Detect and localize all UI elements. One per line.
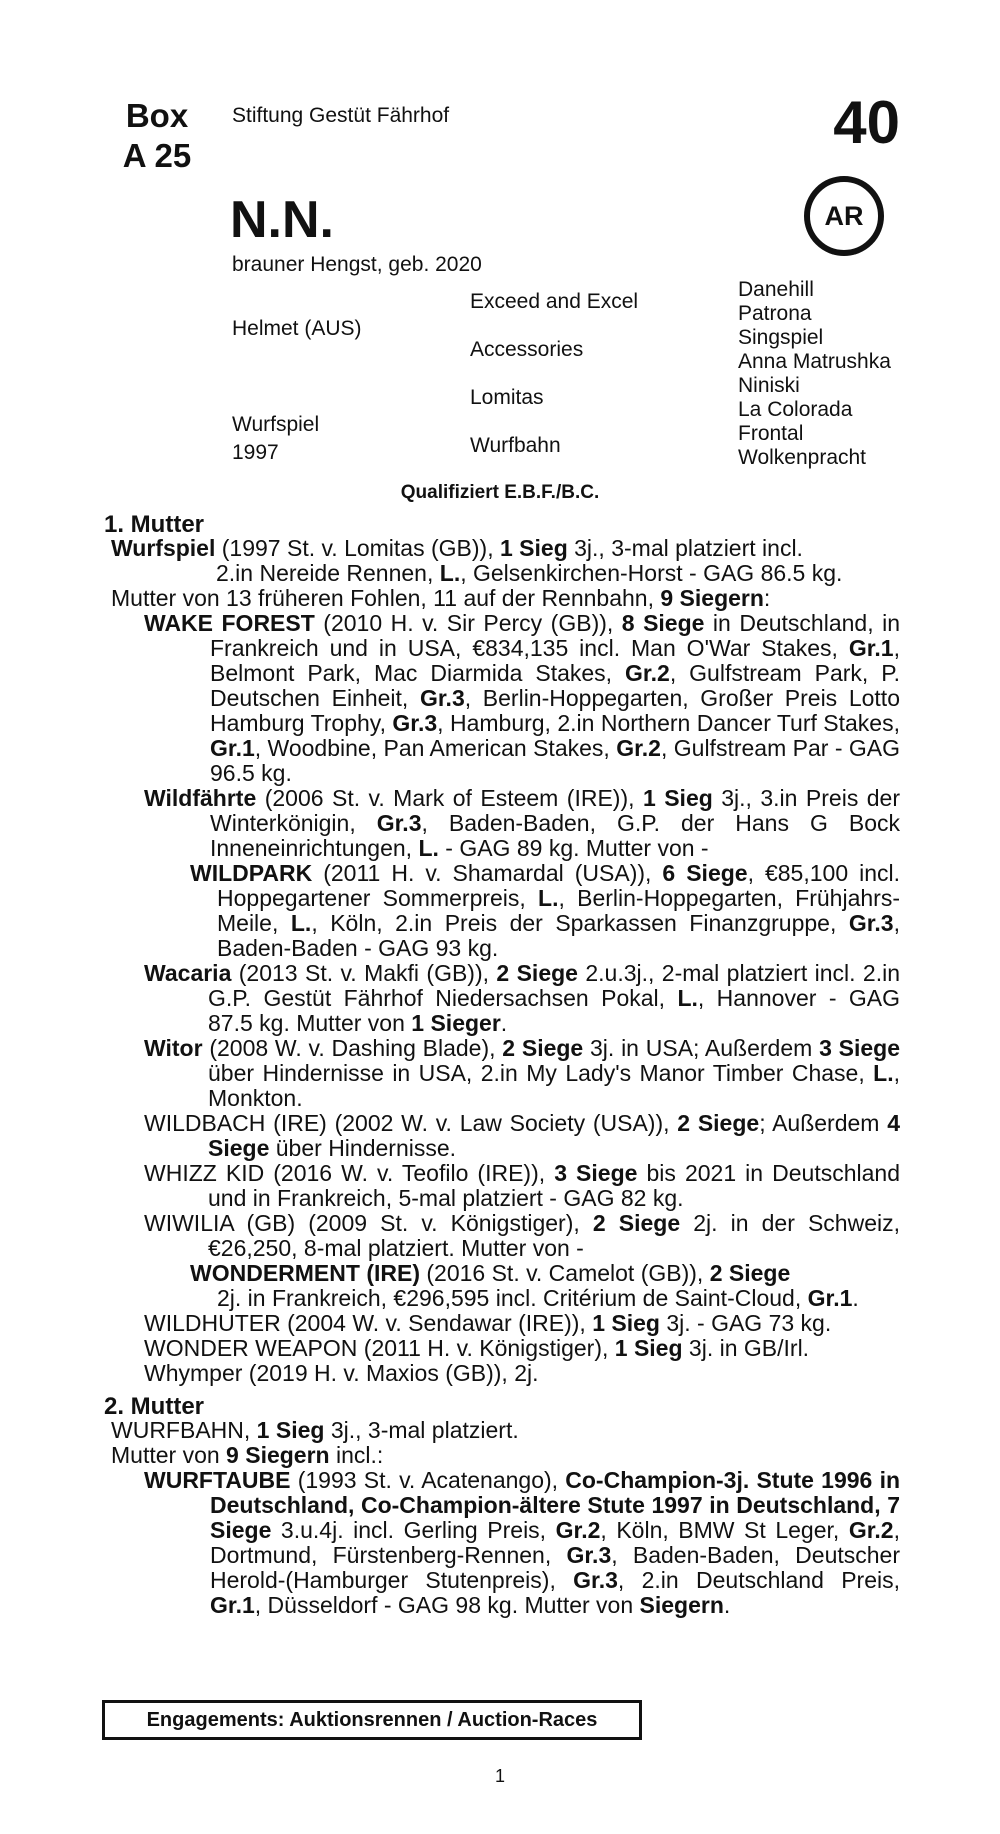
- engagements-box: Engagements: Auktionsrennen / Auction-Races: [102, 1700, 642, 1740]
- first-dam-heading: 1. Mutter: [104, 511, 205, 538]
- produce-entry: WONDER WEAPON (2011 H. v. Königstiger), 1 Sieg 3j. in GB/Irl.: [144, 1335, 810, 1361]
- page-number: 1: [494, 1766, 505, 1786]
- produce-entry: WILDPARK (2011 H. v. Shamardal (USA)), 6 Siege, €85,100 incl. Hoppegartener Sommerpreis, L., Berlin-Hoppegarten, Frühjahrs-Meile, L., Köln, 2.in Preis der Sparkassen Finanzgruppe, Gr.3, Baden-Baden - GAG 93 kg.: [190, 860, 901, 961]
- pedigree-gen2: Wurfbahn: [470, 434, 561, 457]
- produce-entry: 2j. in Frankreich, €296,595 incl. Critérium de Saint-Cloud, Gr.1.: [217, 1285, 859, 1311]
- pedigree-gen2: Lomitas: [470, 386, 544, 409]
- first-dam-line: 2.in Nereide Rennen, L., Gelsenkirchen-Horst - GAG 86.5 kg.: [216, 560, 843, 586]
- box-label: Box A 25: [122, 97, 192, 174]
- horse-name: N.N.: [230, 191, 334, 249]
- second-dam-line: Mutter von 9 Siegern incl.:: [111, 1442, 384, 1468]
- first-dam-line: Mutter von 13 früheren Fohlen, 11 auf der Rennbahn, 9 Siegern:: [111, 585, 771, 611]
- produce-entry: WIWILIA (GB) (2009 St. v. Königstiger), 2 Siege 2j. in der Schweiz, €26,250, 8-mal platziert. Mutter von -: [144, 1210, 901, 1261]
- pedigree-gen2: Accessories: [470, 338, 584, 361]
- produce-entry: Whymper (2019 H. v. Maxios (GB)), 2j.: [144, 1360, 539, 1386]
- produce-entry: WAKE FOREST (2010 H. v. Sir Percy (GB)), 8 Siege in Deutschland, in Frankreich und in USA, €834,135 incl. Man O'War Stakes, Gr.1, Belmont Park, Mac Diarmida Stakes, Gr.2, Gulfstream Park, P. Deutschen Einheit, Gr.3, Berlin-Hoppegarten, Großer Preis Lotto Hamburg Trophy, Gr.3, Hamburg, 2.in Northern Dancer Turf Stakes, Gr.1, Woodbine, Pan American Stakes, Gr.2, Gulfstream Par - GAG 96.5 kg.: [144, 610, 901, 786]
- pedigree-gen3: Wolkenpracht: [738, 446, 867, 469]
- pedigree-gen3: Singspiel: [738, 326, 824, 349]
- pedigree-gen3: Anna Matrushka: [738, 350, 891, 373]
- produce-entry: WILDBACH (IRE) (2002 W. v. Law Society (USA)), 2 Siege; Außerdem 4 Siege über Hindernisse.: [144, 1110, 901, 1161]
- qualification: Qualifiziert E.B.F./B.C.: [400, 482, 600, 503]
- pedigree-gen3: La Colorada: [738, 398, 853, 421]
- pedigree-dam-year: 1997: [232, 441, 279, 464]
- produce-entry: WONDERMENT (IRE) (2016 St. v. Camelot (GB)), 2 Siege: [190, 1260, 791, 1286]
- produce-entry: Wildfährte (2006 St. v. Mark of Esteem (IRE)), 1 Sieg 3j., 3.in Preis der Winterkönigin, Gr.3, Baden-Baden, G.P. der Hans G Bock Inneneinrichtungen, L. - GAG 89 kg. Mutter von -: [144, 785, 901, 861]
- pedigree-gen3: Danehill: [738, 278, 814, 301]
- horse-description: brauner Hengst, geb. 2020: [232, 253, 482, 276]
- produce-entry: WURFTAUBE (1993 St. v. Acatenango), Co-Champion-3j. Stute 1996 in Deutschland, Co-Champion-ältere Stute 1997 in Deutschland, 7 Siege 3.u.4j. incl. Gerling Preis, Gr.2, Köln, BMW St Leger, Gr.2, Dortmund, Fürstenberg-Rennen, Gr.3, Baden-Baden, Deutscher Herold-(Hamburger Stutenpreis), Gr.3, 2.in Deutschland Preis, Gr.1, Düsseldorf - GAG 98 kg. Mutter von Siegern.: [144, 1467, 901, 1618]
- pedigree-gen2: Exceed and Excel: [470, 290, 639, 313]
- produce-entry: WILDHUTER (2004 W. v. Sendawar (IRE)), 1 Sieg 3j. - GAG 73 kg.: [144, 1310, 832, 1336]
- ar-badge: AR: [804, 176, 884, 256]
- second-dam-heading: 2. Mutter: [104, 1393, 205, 1420]
- pedigree-sire: Helmet (AUS): [232, 317, 362, 340]
- first-dam-line: Wurfspiel (1997 St. v. Lomitas (GB)), 1 Sieg 3j., 3-mal platziert incl.: [111, 535, 803, 561]
- produce-entry: Witor (2008 W. v. Dashing Blade), 2 Siege 3j. in USA; Außerdem 3 Siege über Hindernisse in USA, 2.in My Lady's Manor Timber Chase, L., Monkton.: [144, 1035, 901, 1111]
- produce-entry: WHIZZ KID (2016 W. v. Teofilo (IRE)), 3 Siege bis 2021 in Deutschland und in Frankreich, 5-mal platziert - GAG 82 kg.: [144, 1160, 900, 1211]
- pedigree-gen3: Niniski: [738, 374, 800, 397]
- pedigree-gen3: Patrona: [738, 302, 812, 325]
- pedigree-gen3: Frontal: [738, 422, 804, 445]
- lot-number: 40: [833, 89, 900, 156]
- second-dam-line: WURFBAHN, 1 Sieg 3j., 3-mal platziert.: [111, 1417, 519, 1443]
- breeder: Stiftung Gestüt Fährhof: [232, 104, 450, 127]
- produce-entry: Wacaria (2013 St. v. Makfi (GB)), 2 Siege 2.u.3j., 2-mal platziert incl. 2.in G.P. Gestüt Fährhof Niedersachsen Pokal, L., Hannover - GAG 87.5 kg. Mutter von 1 Sieger.: [144, 960, 900, 1036]
- pedigree-dam: Wurfspiel: [232, 413, 320, 436]
